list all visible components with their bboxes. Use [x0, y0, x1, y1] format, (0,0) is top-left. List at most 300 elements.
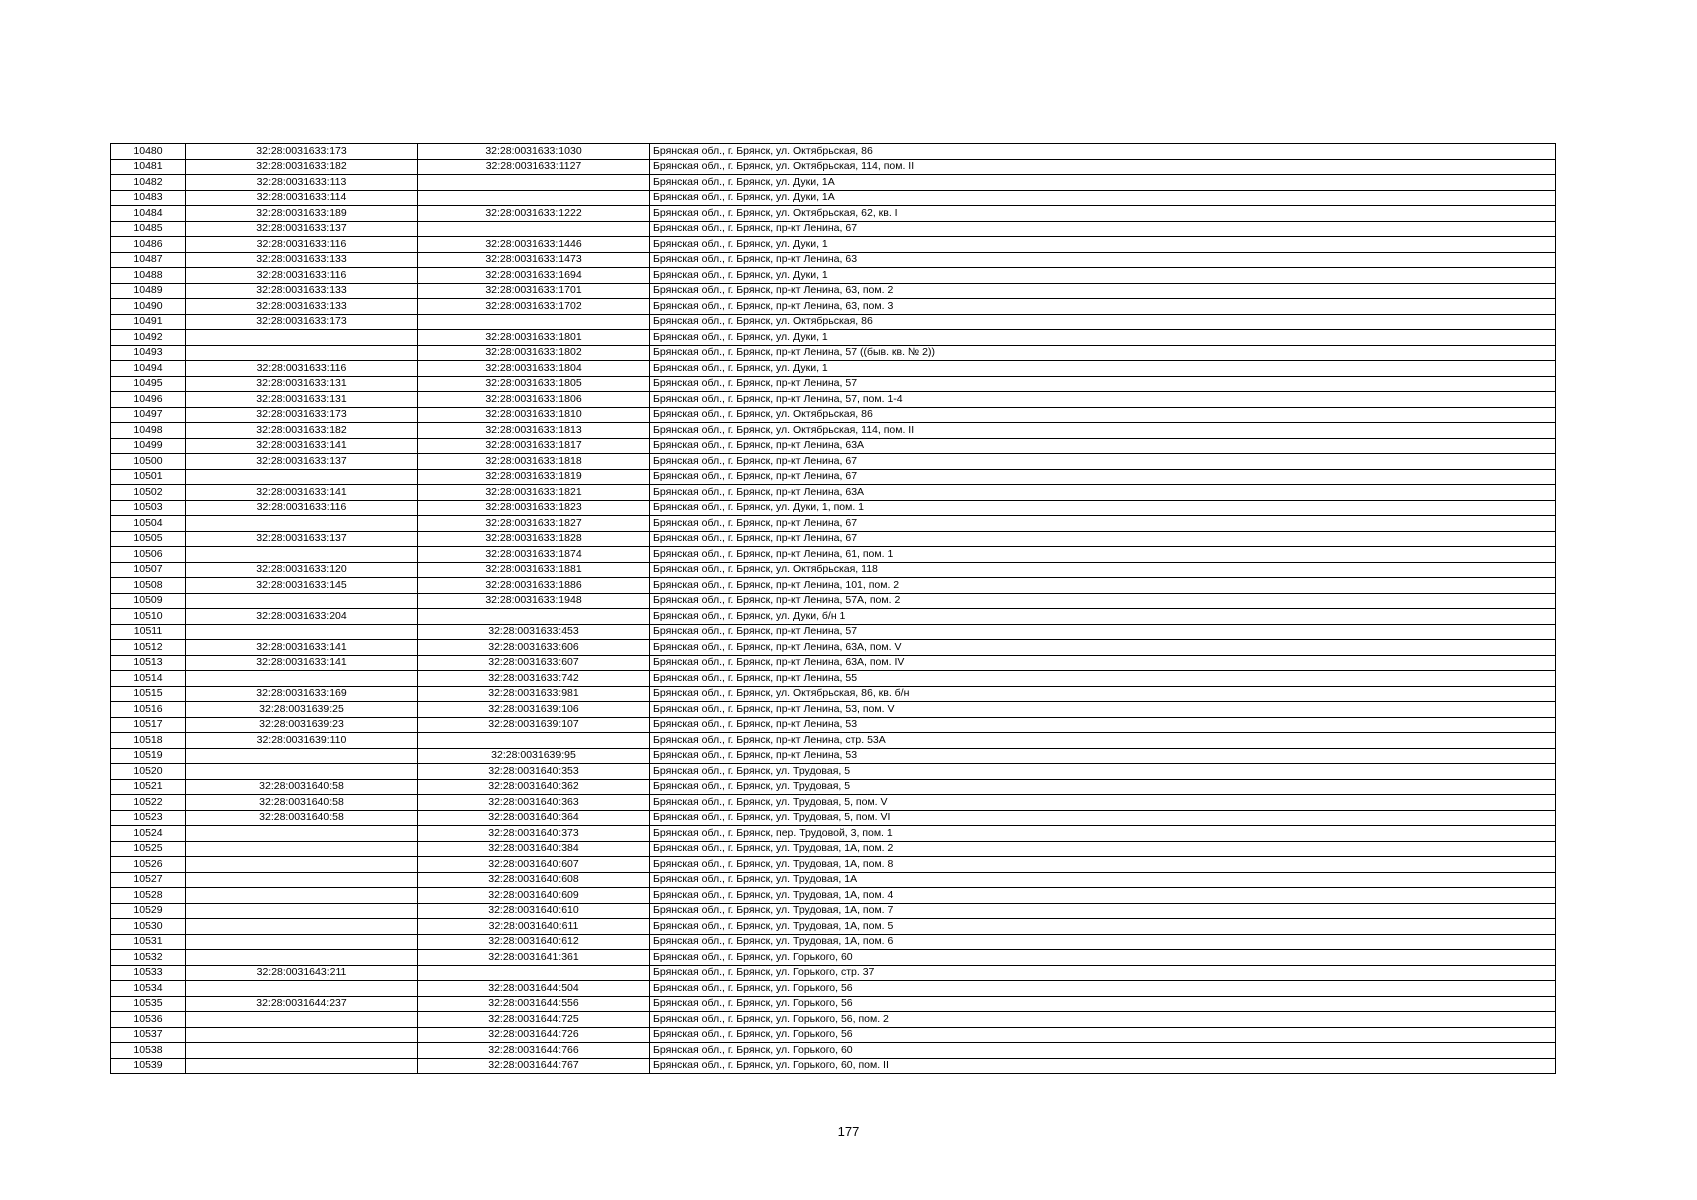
address-cell: Брянская обл., г. Брянск, пр-кт Ленина, 53: [650, 748, 1556, 764]
cadastral-number-cell: 32:28:0031633:1801: [418, 330, 650, 346]
address-cell: Брянская обл., г. Брянск, ул. Горького, 60: [650, 950, 1556, 966]
table-row: [111, 206, 1556, 222]
row-number-cell: 10533: [111, 965, 186, 981]
row-number-cell: 10492: [111, 330, 186, 346]
row-number-cell: 10482: [111, 175, 186, 191]
cadastral-number-cell: 32:28:0031633:1446: [418, 237, 650, 253]
parent-cadastral-number-cell: [186, 826, 418, 842]
table-row: [111, 547, 1556, 563]
cadastral-number-cell: 32:28:0031633:1823: [418, 500, 650, 516]
parent-cadastral-number-cell: [186, 1043, 418, 1059]
row-number-cell: 10488: [111, 268, 186, 284]
parent-cadastral-number-cell: 32:28:0031633:169: [186, 686, 418, 702]
table-row: [111, 361, 1556, 377]
table-row: [111, 299, 1556, 315]
table-row: [111, 423, 1556, 439]
table-row: [111, 609, 1556, 625]
row-number-cell: 10518: [111, 733, 186, 749]
row-number-cell: 10481: [111, 159, 186, 175]
address-cell: Брянская обл., г. Брянск, ул. Трудовая, 1А, пом. 8: [650, 857, 1556, 873]
row-number-cell: 10501: [111, 469, 186, 485]
address-cell: Брянская обл., г. Брянск, пер. Трудовой, 3, пом. 1: [650, 826, 1556, 842]
cadastral-number-cell: 32:28:0031633:1694: [418, 268, 650, 284]
parent-cadastral-number-cell: [186, 950, 418, 966]
parent-cadastral-number-cell: [186, 903, 418, 919]
cadastral-number-cell: 32:28:0031633:1817: [418, 438, 650, 454]
address-cell: Брянская обл., г. Брянск, ул. Трудовая, 1А, пом. 5: [650, 919, 1556, 935]
row-number-cell: 10509: [111, 593, 186, 609]
parent-cadastral-number-cell: [186, 1058, 418, 1074]
address-cell: Брянская обл., г. Брянск, ул. Дуки, 1: [650, 237, 1556, 253]
row-number-cell: 10515: [111, 686, 186, 702]
parent-cadastral-number-cell: 32:28:0031644:237: [186, 996, 418, 1012]
parent-cadastral-number-cell: [186, 841, 418, 857]
row-number-cell: 10514: [111, 671, 186, 687]
row-number-cell: 10490: [111, 299, 186, 315]
table-row: [111, 748, 1556, 764]
row-number-cell: 10513: [111, 655, 186, 671]
row-number-cell: 10517: [111, 717, 186, 733]
address-cell: Брянская обл., г. Брянск, ул. Октябрьская, 114, пом. II: [650, 423, 1556, 439]
table-row: [111, 531, 1556, 547]
cadastral-number-cell: 32:28:0031640:611: [418, 919, 650, 935]
row-number-cell: 10506: [111, 547, 186, 563]
cadastral-number-cell: 32:28:0031633:606: [418, 640, 650, 656]
row-number-cell: 10507: [111, 562, 186, 578]
row-number-cell: 10500: [111, 454, 186, 470]
table-row: [111, 717, 1556, 733]
cadastral-number-cell: 32:28:0031633:1881: [418, 562, 650, 578]
address-cell: Брянская обл., г. Брянск, ул. Дуки, 1, пом. 1: [650, 500, 1556, 516]
cadastral-number-cell: 32:28:0031640:364: [418, 810, 650, 826]
parent-cadastral-number-cell: [186, 934, 418, 950]
parent-cadastral-number-cell: 32:28:0031633:133: [186, 299, 418, 315]
address-cell: Брянская обл., г. Брянск, ул. Трудовая, 1А: [650, 872, 1556, 888]
table-row: [111, 314, 1556, 330]
cadastral-number-cell: 32:28:0031640:353: [418, 764, 650, 780]
table-row: [111, 593, 1556, 609]
address-cell: Брянская обл., г. Брянск, пр-кт Ленина, стр. 53А: [650, 733, 1556, 749]
address-cell: Брянская обл., г. Брянск, пр-кт Ленина, 67: [650, 454, 1556, 470]
cadastral-number-cell: 32:28:0031633:1473: [418, 252, 650, 268]
table-row: [111, 345, 1556, 361]
parent-cadastral-number-cell: [186, 919, 418, 935]
address-cell: Брянская обл., г. Брянск, пр-кт Ленина, 53: [650, 717, 1556, 733]
row-number-cell: 10487: [111, 252, 186, 268]
row-number-cell: 10526: [111, 857, 186, 873]
address-cell: Брянская обл., г. Брянск, пр-кт Ленина, 63, пом. 2: [650, 283, 1556, 299]
table-row: [111, 779, 1556, 795]
address-cell: Брянская обл., г. Брянск, пр-кт Ленина, 67: [650, 221, 1556, 237]
table-row: [111, 1027, 1556, 1043]
table-row: [111, 454, 1556, 470]
cadastral-number-cell: 32:28:0031633:1886: [418, 578, 650, 594]
cadastral-number-cell: 32:28:0031633:1948: [418, 593, 650, 609]
row-number-cell: 10505: [111, 531, 186, 547]
cadastral-number-cell: 32:28:0031644:556: [418, 996, 650, 1012]
address-cell: Брянская обл., г. Брянск, пр-кт Ленина, 57А, пом. 2: [650, 593, 1556, 609]
address-cell: Брянская обл., г. Брянск, ул. Трудовая, 1А, пом. 7: [650, 903, 1556, 919]
address-cell: Брянская обл., г. Брянск, ул. Трудовая, 1А, пом. 4: [650, 888, 1556, 904]
cadastral-number-cell: 32:28:0031633:1813: [418, 423, 650, 439]
address-cell: Брянская обл., г. Брянск, пр-кт Ленина, 67: [650, 516, 1556, 532]
row-number-cell: 10483: [111, 190, 186, 206]
table-row: [111, 376, 1556, 392]
cadastral-number-cell: 32:28:0031633:1802: [418, 345, 650, 361]
parent-cadastral-number-cell: 32:28:0031633:182: [186, 423, 418, 439]
table-row: [111, 221, 1556, 237]
row-number-cell: 10528: [111, 888, 186, 904]
table-row: [111, 159, 1556, 175]
parent-cadastral-number-cell: [186, 748, 418, 764]
row-number-cell: 10530: [111, 919, 186, 935]
cadastral-number-cell: 32:28:0031633:1030: [418, 144, 650, 160]
property-table: [110, 143, 1556, 1074]
address-cell: Брянская обл., г. Брянск, ул. Горького, 56: [650, 1027, 1556, 1043]
parent-cadastral-number-cell: 32:28:0031640:58: [186, 779, 418, 795]
address-cell: Брянская обл., г. Брянск, ул. Октябрьская, 86: [650, 314, 1556, 330]
address-cell: Брянская обл., г. Брянск, ул. Дуки, 1: [650, 268, 1556, 284]
address-cell: Брянская обл., г. Брянск, пр-кт Ленина, 101, пом. 2: [650, 578, 1556, 594]
address-cell: Брянская обл., г. Брянск, ул. Горького, 56: [650, 996, 1556, 1012]
address-cell: Брянская обл., г. Брянск, ул. Горького, 60: [650, 1043, 1556, 1059]
address-cell: Брянская обл., г. Брянск, пр-кт Ленина, 63А: [650, 438, 1556, 454]
table-row: [111, 965, 1556, 981]
table-row: [111, 330, 1556, 346]
table-row: [111, 671, 1556, 687]
table-row: [111, 392, 1556, 408]
parent-cadastral-number-cell: [186, 888, 418, 904]
row-number-cell: 10480: [111, 144, 186, 160]
table-row: [111, 888, 1556, 904]
property-table-body: [111, 144, 1556, 1074]
table-row: [111, 1058, 1556, 1074]
table-row: [111, 562, 1556, 578]
row-number-cell: 10521: [111, 779, 186, 795]
address-cell: Брянская обл., г. Брянск, пр-кт Ленина, 63А, пом. V: [650, 640, 1556, 656]
row-number-cell: 10524: [111, 826, 186, 842]
parent-cadastral-number-cell: [186, 593, 418, 609]
cadastral-number-cell: 32:28:0031640:609: [418, 888, 650, 904]
parent-cadastral-number-cell: [186, 981, 418, 997]
table-row: [111, 826, 1556, 842]
cadastral-number-cell: 32:28:0031633:1806: [418, 392, 650, 408]
address-cell: Брянская обл., г. Брянск, ул. Горького, 56, пом. 2: [650, 1012, 1556, 1028]
parent-cadastral-number-cell: 32:28:0031633:137: [186, 221, 418, 237]
parent-cadastral-number-cell: 32:28:0031633:137: [186, 454, 418, 470]
parent-cadastral-number-cell: [186, 872, 418, 888]
table-row: [111, 950, 1556, 966]
row-number-cell: 10494: [111, 361, 186, 377]
address-cell: Брянская обл., г. Брянск, ул. Трудовая, 5, пом. V: [650, 795, 1556, 811]
row-number-cell: 10523: [111, 810, 186, 826]
table-row: [111, 283, 1556, 299]
row-number-cell: 10512: [111, 640, 186, 656]
row-number-cell: 10527: [111, 872, 186, 888]
table-row: [111, 764, 1556, 780]
row-number-cell: 10535: [111, 996, 186, 1012]
cadastral-number-cell: [418, 965, 650, 981]
parent-cadastral-number-cell: 32:28:0031633:182: [186, 159, 418, 175]
page-number: 177: [837, 1124, 860, 1139]
table-row: [111, 903, 1556, 919]
address-cell: Брянская обл., г. Брянск, пр-кт Ленина, 57: [650, 376, 1556, 392]
address-cell: Брянская обл., г. Брянск, ул. Трудовая, 5: [650, 764, 1556, 780]
cadastral-number-cell: 32:28:0031640:384: [418, 841, 650, 857]
row-number-cell: 10534: [111, 981, 186, 997]
parent-cadastral-number-cell: [186, 547, 418, 563]
row-number-cell: 10525: [111, 841, 186, 857]
cadastral-number-cell: 32:28:0031633:1810: [418, 407, 650, 423]
address-cell: Брянская обл., г. Брянск, ул. Октябрьская, 86: [650, 407, 1556, 423]
row-number-cell: 10489: [111, 283, 186, 299]
row-number-cell: 10485: [111, 221, 186, 237]
address-cell: Брянская обл., г. Брянск, пр-кт Ленина, 53, пом. V: [650, 702, 1556, 718]
parent-cadastral-number-cell: 32:28:0031633:204: [186, 609, 418, 625]
row-number-cell: 10536: [111, 1012, 186, 1028]
address-cell: Брянская обл., г. Брянск, ул. Горького, 56: [650, 981, 1556, 997]
row-number-cell: 10496: [111, 392, 186, 408]
parent-cadastral-number-cell: 32:28:0031633:173: [186, 407, 418, 423]
parent-cadastral-number-cell: 32:28:0031640:58: [186, 810, 418, 826]
table-row: [111, 810, 1556, 826]
cadastral-number-cell: 32:28:0031633:1805: [418, 376, 650, 392]
table-row: [111, 702, 1556, 718]
table-row: [111, 407, 1556, 423]
address-cell: Брянская обл., г. Брянск, пр-кт Ленина, 57: [650, 624, 1556, 640]
row-number-cell: 10504: [111, 516, 186, 532]
cadastral-number-cell: 32:28:0031640:362: [418, 779, 650, 795]
table-row: [111, 686, 1556, 702]
table-row: [111, 795, 1556, 811]
address-cell: Брянская обл., г. Брянск, пр-кт Ленина, 63, пом. 3: [650, 299, 1556, 315]
address-cell: Брянская обл., г. Брянск, ул. Октябрьская, 118: [650, 562, 1556, 578]
row-number-cell: 10531: [111, 934, 186, 950]
cadastral-number-cell: [418, 733, 650, 749]
parent-cadastral-number-cell: [186, 330, 418, 346]
parent-cadastral-number-cell: [186, 516, 418, 532]
cadastral-number-cell: 32:28:0031639:106: [418, 702, 650, 718]
address-cell: Брянская обл., г. Брянск, пр-кт Ленина, 63: [650, 252, 1556, 268]
cadastral-number-cell: 32:28:0031633:453: [418, 624, 650, 640]
cadastral-number-cell: 32:28:0031633:1821: [418, 485, 650, 501]
address-cell: Брянская обл., г. Брянск, ул. Октябрьская, 86, кв. б/н: [650, 686, 1556, 702]
cadastral-number-cell: 32:28:0031639:95: [418, 748, 650, 764]
table-row: [111, 733, 1556, 749]
cadastral-number-cell: 32:28:0031633:1702: [418, 299, 650, 315]
row-number-cell: 10493: [111, 345, 186, 361]
parent-cadastral-number-cell: [186, 764, 418, 780]
parent-cadastral-number-cell: 32:28:0031633:141: [186, 655, 418, 671]
cadastral-number-cell: [418, 190, 650, 206]
table-row: [111, 268, 1556, 284]
parent-cadastral-number-cell: [186, 345, 418, 361]
address-cell: Брянская обл., г. Брянск, ул. Трудовая, 5: [650, 779, 1556, 795]
table-row: [111, 981, 1556, 997]
row-number-cell: 10508: [111, 578, 186, 594]
table-row: [111, 872, 1556, 888]
address-cell: Брянская обл., г. Брянск, ул. Горького, 60, пом. II: [650, 1058, 1556, 1074]
row-number-cell: 10522: [111, 795, 186, 811]
parent-cadastral-number-cell: 32:28:0031633:141: [186, 640, 418, 656]
address-cell: Брянская обл., г. Брянск, ул. Октябрьская, 114, пом. II: [650, 159, 1556, 175]
table-row: [111, 500, 1556, 516]
parent-cadastral-number-cell: [186, 671, 418, 687]
address-cell: Брянская обл., г. Брянск, ул. Дуки, 1: [650, 330, 1556, 346]
row-number-cell: 10532: [111, 950, 186, 966]
address-cell: Брянская обл., г. Брянск, ул. Октябрьская, 62, кв. I: [650, 206, 1556, 222]
cadastral-number-cell: [418, 609, 650, 625]
address-cell: Брянская обл., г. Брянск, пр-кт Ленина, 67: [650, 469, 1556, 485]
address-cell: Брянская обл., г. Брянск, ул. Дуки, 1А: [650, 190, 1556, 206]
cadastral-number-cell: 32:28:0031633:981: [418, 686, 650, 702]
row-number-cell: 10529: [111, 903, 186, 919]
parent-cadastral-number-cell: 32:28:0031633:116: [186, 268, 418, 284]
address-cell: Брянская обл., г. Брянск, пр-кт Ленина, 67: [650, 531, 1556, 547]
table-row: [111, 996, 1556, 1012]
parent-cadastral-number-cell: 32:28:0031640:58: [186, 795, 418, 811]
row-number-cell: 10537: [111, 1027, 186, 1043]
row-number-cell: 10495: [111, 376, 186, 392]
cadastral-number-cell: 32:28:0031633:742: [418, 671, 650, 687]
parent-cadastral-number-cell: [186, 624, 418, 640]
row-number-cell: 10503: [111, 500, 186, 516]
table-row: [111, 190, 1556, 206]
cadastral-number-cell: [418, 175, 650, 191]
address-cell: Брянская обл., г. Брянск, ул. Дуки, 1А: [650, 175, 1556, 191]
address-cell: Брянская обл., г. Брянск, пр-кт Ленина, 63А: [650, 485, 1556, 501]
row-number-cell: 10511: [111, 624, 186, 640]
cadastral-number-cell: 32:28:0031640:612: [418, 934, 650, 950]
table-row: [111, 175, 1556, 191]
cadastral-number-cell: 32:28:0031633:1819: [418, 469, 650, 485]
parent-cadastral-number-cell: 32:28:0031633:131: [186, 392, 418, 408]
address-cell: Брянская обл., г. Брянск, ул. Трудовая, 5, пом. VI: [650, 810, 1556, 826]
row-number-cell: 10498: [111, 423, 186, 439]
cadastral-number-cell: 32:28:0031640:373: [418, 826, 650, 842]
row-number-cell: 10502: [111, 485, 186, 501]
address-cell: Брянская обл., г. Брянск, ул. Дуки, 1: [650, 361, 1556, 377]
cadastral-number-cell: 32:28:0031639:107: [418, 717, 650, 733]
parent-cadastral-number-cell: 32:28:0031633:120: [186, 562, 418, 578]
parent-cadastral-number-cell: 32:28:0031639:110: [186, 733, 418, 749]
parent-cadastral-number-cell: 32:28:0031639:23: [186, 717, 418, 733]
parent-cadastral-number-cell: 32:28:0031633:189: [186, 206, 418, 222]
address-cell: Брянская обл., г. Брянск, пр-кт Ленина, 57, пом. 1-4: [650, 392, 1556, 408]
cadastral-number-cell: 32:28:0031633:1874: [418, 547, 650, 563]
cadastral-number-cell: 32:28:0031633:1222: [418, 206, 650, 222]
row-number-cell: 10486: [111, 237, 186, 253]
row-number-cell: 10539: [111, 1058, 186, 1074]
address-cell: Брянская обл., г. Брянск, пр-кт Ленина, 57 ((быв. кв. № 2)): [650, 345, 1556, 361]
parent-cadastral-number-cell: [186, 1012, 418, 1028]
cadastral-number-cell: 32:28:0031633:1828: [418, 531, 650, 547]
table-row: [111, 919, 1556, 935]
parent-cadastral-number-cell: 32:28:0031633:131: [186, 376, 418, 392]
row-number-cell: 10484: [111, 206, 186, 222]
parent-cadastral-number-cell: 32:28:0031633:141: [186, 485, 418, 501]
cadastral-number-cell: 32:28:0031633:1804: [418, 361, 650, 377]
cadastral-number-cell: 32:28:0031640:363: [418, 795, 650, 811]
table-row: [111, 655, 1556, 671]
row-number-cell: 10510: [111, 609, 186, 625]
parent-cadastral-number-cell: 32:28:0031633:173: [186, 314, 418, 330]
address-cell: Брянская обл., г. Брянск, ул. Октябрьская, 86: [650, 144, 1556, 160]
address-cell: Брянская обл., г. Брянск, пр-кт Ленина, 63А, пом. IV: [650, 655, 1556, 671]
cadastral-number-cell: 32:28:0031641:361: [418, 950, 650, 966]
table-row: [111, 485, 1556, 501]
table-row: [111, 934, 1556, 950]
cadastral-number-cell: 32:28:0031640:607: [418, 857, 650, 873]
cadastral-number-cell: [418, 221, 650, 237]
parent-cadastral-number-cell: 32:28:0031633:145: [186, 578, 418, 594]
parent-cadastral-number-cell: 32:28:0031633:141: [186, 438, 418, 454]
table-row: [111, 237, 1556, 253]
table-row: [111, 516, 1556, 532]
parent-cadastral-number-cell: 32:28:0031633:137: [186, 531, 418, 547]
cadastral-number-cell: 32:28:0031633:1127: [418, 159, 650, 175]
table-row: [111, 640, 1556, 656]
row-number-cell: 10520: [111, 764, 186, 780]
cadastral-number-cell: 32:28:0031644:766: [418, 1043, 650, 1059]
address-cell: Брянская обл., г. Брянск, пр-кт Ленина, 61, пом. 1: [650, 547, 1556, 563]
table-row: [111, 144, 1556, 160]
parent-cadastral-number-cell: 32:28:0031633:116: [186, 500, 418, 516]
table-row: [111, 624, 1556, 640]
parent-cadastral-number-cell: 32:28:0031633:114: [186, 190, 418, 206]
row-number-cell: 10491: [111, 314, 186, 330]
table-row: [111, 841, 1556, 857]
address-cell: Брянская обл., г. Брянск, ул. Дуки, б/н 1: [650, 609, 1556, 625]
parent-cadastral-number-cell: 32:28:0031633:116: [186, 361, 418, 377]
row-number-cell: 10497: [111, 407, 186, 423]
address-cell: Брянская обл., г. Брянск, ул. Горького, стр. 37: [650, 965, 1556, 981]
parent-cadastral-number-cell: 32:28:0031633:116: [186, 237, 418, 253]
table-row: [111, 252, 1556, 268]
cadastral-number-cell: 32:28:0031640:608: [418, 872, 650, 888]
address-cell: Брянская обл., г. Брянск, ул. Трудовая, 1А, пом. 6: [650, 934, 1556, 950]
parent-cadastral-number-cell: 32:28:0031633:113: [186, 175, 418, 191]
cadastral-number-cell: [418, 314, 650, 330]
table-row: [111, 438, 1556, 454]
cadastral-number-cell: 32:28:0031644:726: [418, 1027, 650, 1043]
cadastral-number-cell: 32:28:0031633:607: [418, 655, 650, 671]
row-number-cell: 10499: [111, 438, 186, 454]
cadastral-number-cell: 32:28:0031644:504: [418, 981, 650, 997]
address-cell: Брянская обл., г. Брянск, пр-кт Ленина, 55: [650, 671, 1556, 687]
table-row: [111, 469, 1556, 485]
parent-cadastral-number-cell: 32:28:0031633:173: [186, 144, 418, 160]
address-cell: Брянская обл., г. Брянск, ул. Трудовая, 1А, пом. 2: [650, 841, 1556, 857]
table-row: [111, 1043, 1556, 1059]
parent-cadastral-number-cell: 32:28:0031633:133: [186, 283, 418, 299]
parent-cadastral-number-cell: 32:28:0031639:25: [186, 702, 418, 718]
parent-cadastral-number-cell: 32:28:0031643:211: [186, 965, 418, 981]
parent-cadastral-number-cell: 32:28:0031633:133: [186, 252, 418, 268]
cadastral-number-cell: 32:28:0031633:1701: [418, 283, 650, 299]
row-number-cell: 10516: [111, 702, 186, 718]
cadastral-number-cell: 32:28:0031633:1827: [418, 516, 650, 532]
parent-cadastral-number-cell: [186, 469, 418, 485]
row-number-cell: 10519: [111, 748, 186, 764]
parent-cadastral-number-cell: [186, 1027, 418, 1043]
table-row: [111, 1012, 1556, 1028]
row-number-cell: 10538: [111, 1043, 186, 1059]
cadastral-number-cell: 32:28:0031633:1818: [418, 454, 650, 470]
parent-cadastral-number-cell: [186, 857, 418, 873]
cadastral-number-cell: 32:28:0031644:767: [418, 1058, 650, 1074]
table-row: [111, 857, 1556, 873]
